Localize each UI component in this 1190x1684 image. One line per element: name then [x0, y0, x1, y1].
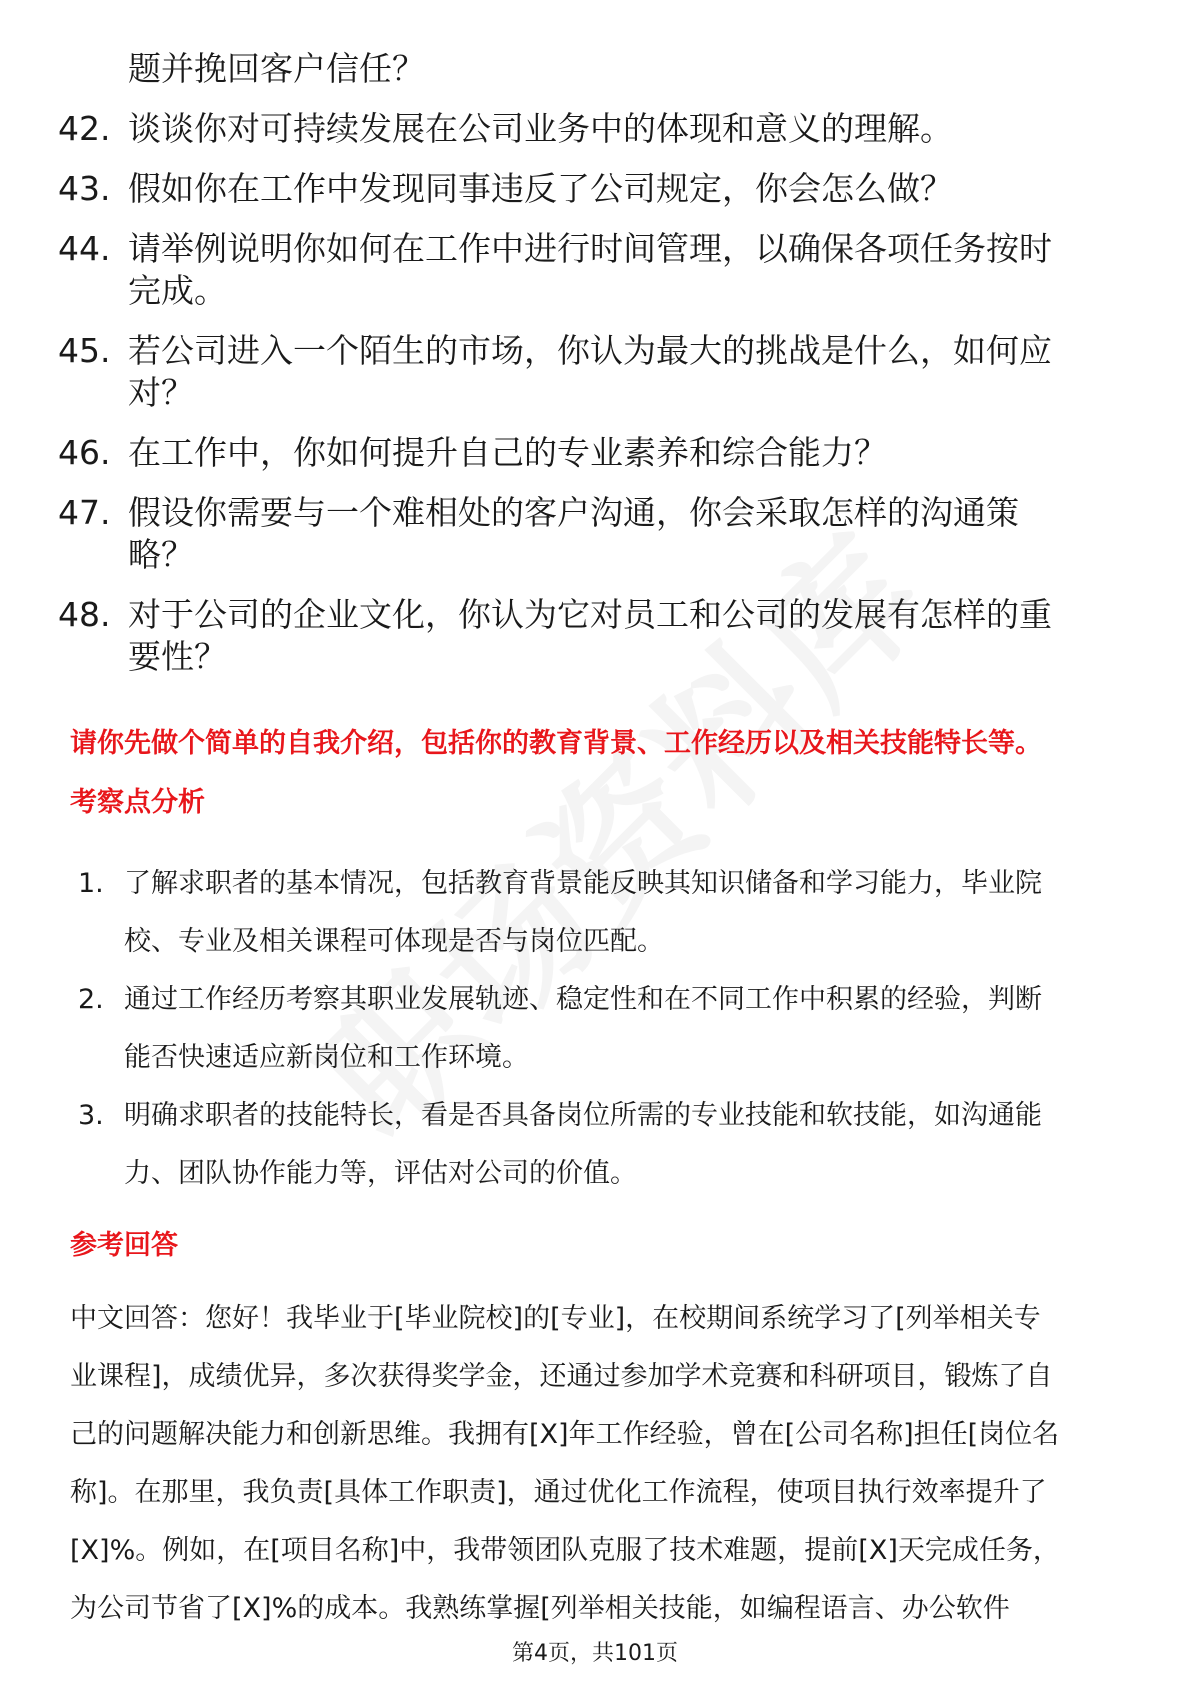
analysis-list — [78, 855, 1128, 1203]
analysis-number: 2. — [78, 984, 104, 1015]
analysis-number: 1. — [78, 868, 104, 899]
question-number: 47. — [58, 493, 111, 532]
answer-heading: 参考回答 — [70, 1230, 178, 1261]
question-text: 假如你在工作中发现同事违反了公司规定，你会怎么做？ — [128, 169, 953, 208]
answer-line: 为公司节省了[X]%的成本。我熟练掌握[列举相关技能，如编程语言、办公软件 — [70, 1593, 1010, 1624]
question-42 — [58, 108, 1128, 150]
analysis-number: 3. — [78, 1100, 104, 1131]
analysis-text: 明确求职者的技能特长，看是否具备岗位所需的专业技能和软技能，如沟通能 力、团队协作能力等，评估对公司的价值。 — [124, 1100, 1042, 1189]
question-text: 在工作中，你如何提升自己的专业素养和综合能力？ — [128, 433, 887, 472]
question-46 — [58, 432, 1128, 474]
answer-line: [X]%。例如，在[项目名称]中，我带领团队克服了技术难题，提前[X]天完成任务， — [70, 1535, 1060, 1566]
question-text: 请举例说明你如何在工作中进行时间管理，以确保各项任务按时 完成。 — [128, 229, 1052, 310]
analysis-item — [78, 971, 1128, 1087]
question-41-continuation: 题并挽回客户信任？ — [128, 49, 425, 88]
question-43 — [58, 168, 1128, 210]
question-number: 44. — [58, 229, 111, 268]
analysis-item — [78, 1087, 1128, 1203]
answer-line: 业课程]，成绩优异，多次获得奖学金，还通过参加学术竞赛和科研项目，锻炼了自 — [70, 1361, 1053, 1392]
answer-line: 中文回答：您好！我毕业于[毕业院校]的[专业]，在校期间系统学习了[列举相关专 — [70, 1303, 1041, 1334]
question-text: 对于公司的企业文化，你认为它对员工和公司的发展有怎样的重 要性？ — [128, 595, 1052, 676]
question-text: 若公司进入一个陌生的市场，你认为最大的挑战是什么，如何应 对？ — [128, 331, 1052, 412]
question-47 — [58, 492, 1128, 576]
analysis-item — [78, 855, 1128, 971]
question-text: 假设你需要与一个难相处的客户沟通，你会采取怎样的沟通策 略？ — [128, 493, 1019, 574]
question-45 — [58, 330, 1128, 414]
question-number: 43. — [58, 169, 111, 208]
question-44 — [58, 228, 1128, 312]
analysis-text: 通过工作经历考察其职业发展轨迹、稳定性和在不同工作中积累的经验，判断 能否快速适应新岗位和工作环境。 — [124, 984, 1042, 1073]
question-number: 42. — [58, 109, 111, 148]
featured-question: 请你先做个简单的自我介绍，包括你的教育背景、工作经历以及相关技能特长等。 — [70, 728, 1042, 759]
question-number: 48. — [58, 595, 111, 634]
answer-line: 称]。在那里，我负责[具体工作职责]，通过优化工作流程，使项目执行效率提升了 — [70, 1477, 1047, 1508]
question-list — [58, 48, 1128, 696]
answer-body — [70, 1290, 1130, 1638]
question-text: 谈谈你对可持续发展在公司业务中的体现和意义的理解。 — [128, 109, 953, 148]
question-number: 46. — [58, 433, 111, 472]
analysis-text: 了解求职者的基本情况，包括教育背景能反映其知识储备和学习能力，毕业院 校、专业及相关课程可体现是否与岗位匹配。 — [124, 868, 1042, 957]
question-48 — [58, 594, 1128, 678]
analysis-heading: 考察点分析 — [70, 787, 205, 818]
answer-line: 己的问题解决能力和创新思维。我拥有[X]年工作经验，曾在[公司名称]担任[岗位名 — [70, 1419, 1060, 1450]
page-footer: 第4页，共101页 — [512, 1641, 678, 1666]
question-number: 45. — [58, 331, 111, 370]
